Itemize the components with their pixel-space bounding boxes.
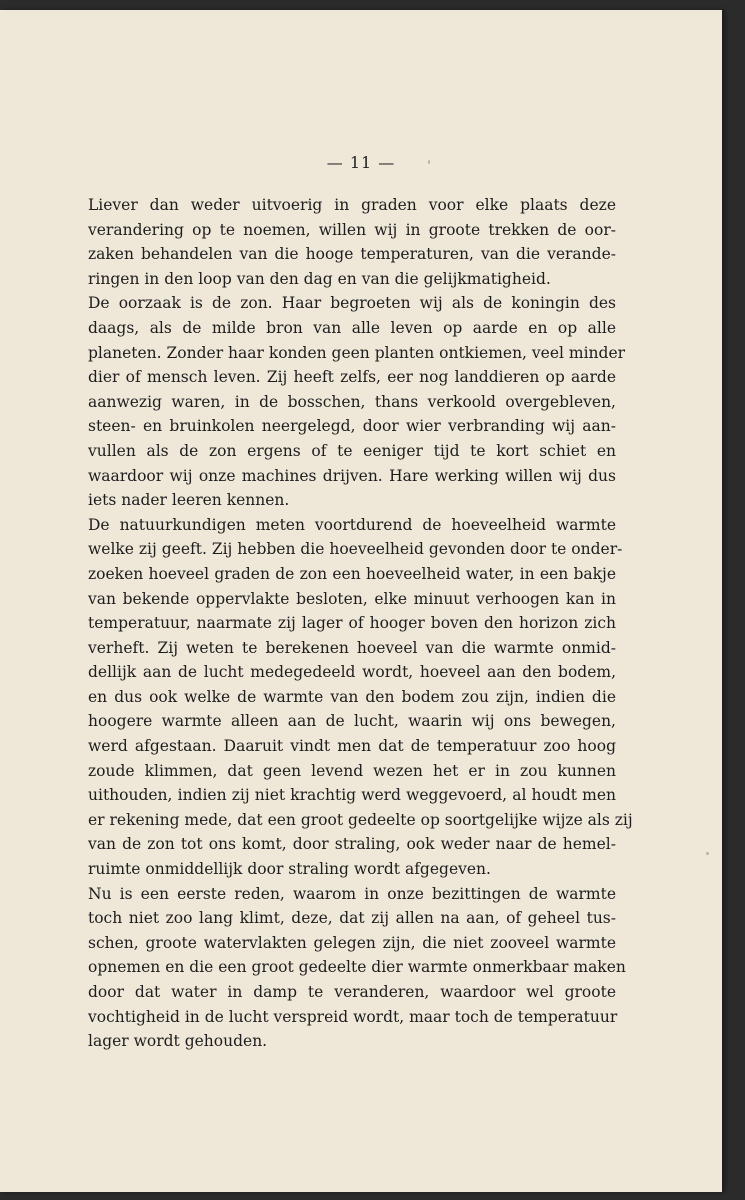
text-line: schen, groote watervlakten gelegen zijn, die niet zooveel warmte xyxy=(88,933,616,952)
text-line: en dus ook welke de warmte van den bodem zou zijn, indien die xyxy=(88,687,616,706)
text-line: vullen als de zon ergens of te eeniger tijd te kort schiet en xyxy=(88,441,616,460)
text-line: daags, als de milde bron van alle leven op aarde en op alle xyxy=(88,318,616,337)
page-number: — 11 — xyxy=(326,153,396,172)
text-line: ruimte onmiddellijk door straling wordt afgegeven. xyxy=(88,860,491,879)
text-line: aanwezig waren, in de bosschen, thans verkoold overgebleven, xyxy=(88,392,616,411)
text-line: hoogere warmte alleen aan de lucht, waarin wij ons bewegen, xyxy=(88,712,616,731)
text-line: dellijk aan de lucht medegedeeld wordt, hoeveel aan den bodem, xyxy=(88,663,616,682)
text-line: welke zij geeft. Zij hebben die hoeveelheid gevonden door te onder- xyxy=(88,540,623,559)
text-line: planeten. Zonder haar konden geen planten ontkiemen, veel minder xyxy=(88,343,626,362)
text-line: steen- en bruinkolen neergelegd, door wier verbranding wij aan- xyxy=(88,417,616,436)
text-line: door dat water in damp te veranderen, waardoor wel groote xyxy=(88,983,616,1001)
text-line: lager wordt gehouden. xyxy=(88,1032,268,1051)
text-line: verandering op te noemen, willen wij in groote trekken de oor- xyxy=(88,220,616,239)
text-line: toch niet zoo lang klimt, deze, dat zij allen na aan, of geheel tus- xyxy=(88,909,616,928)
text-line: van de zon tot ons komt, door straling, ook weder naar de hemel- xyxy=(88,835,616,854)
text-line: uithouden, indien zij niet krachtig werd weggevoerd, al houdt men xyxy=(88,786,616,805)
text-line: er rekening mede, dat een groot gedeelte op soortgelijke wijze als zij xyxy=(88,810,633,829)
paragraph-3 xyxy=(88,513,633,882)
text-line: temperatuur, naarmate zij lager of hooger boven den horizon zich xyxy=(88,614,616,633)
text-line: verheft. Zij weten te berekenen hoeveel van die warmte onmid- xyxy=(88,638,616,657)
text-line: werd afgestaan. Daaruit vindt men dat de temperatuur zoo hoog xyxy=(88,737,616,756)
text-line: van bekende oppervlakte besloten, elke minuut verhoogen kan in xyxy=(88,589,616,608)
text-line: waardoor wij onze machines drijven. Hare werking willen wij dus xyxy=(88,466,616,485)
text-line: De oorzaak is de zon. Haar begroeten wij als de koningin des xyxy=(88,294,616,313)
text-line: ringen in den loop van den dag en van die gelijkmatigheid. xyxy=(88,269,551,288)
body-text xyxy=(88,193,633,1054)
paper-speck xyxy=(706,852,709,855)
paragraph-4 xyxy=(88,882,626,1054)
text-line: zoude klimmen, dat geen levend wezen het er in zou kunnen xyxy=(88,761,616,780)
paper-speck xyxy=(428,160,430,164)
text-line: vochtigheid in de lucht verspreid wordt, maar toch de temperatuur xyxy=(88,1007,618,1026)
text-line: dier of mensch leven. Zij heeft zelfs, eer nog landdieren op aarde xyxy=(88,368,616,387)
book-page xyxy=(0,10,722,1192)
text-line: De natuurkundigen meten voortdurend de hoeveelheid warmte xyxy=(88,515,616,534)
text-line: opnemen en die een groot gedeelte dier warmte onmerkbaar maken xyxy=(88,958,626,977)
paragraph-1 xyxy=(88,193,616,291)
text-line: Nu is een eerste reden, waarom in onze bezittingen de warmte xyxy=(88,884,616,903)
text-line: iets nader leeren kennen. xyxy=(88,491,290,510)
paragraph-2 xyxy=(88,291,626,512)
text-line: zaken behandelen van die hooge temperaturen, van die verande- xyxy=(88,245,616,264)
text-line: zoeken hoeveel graden de zon een hoeveelheid water, in een bakje xyxy=(88,564,616,583)
text-line: Liever dan weder uitvoerig in graden voor elke plaats deze xyxy=(88,196,616,214)
